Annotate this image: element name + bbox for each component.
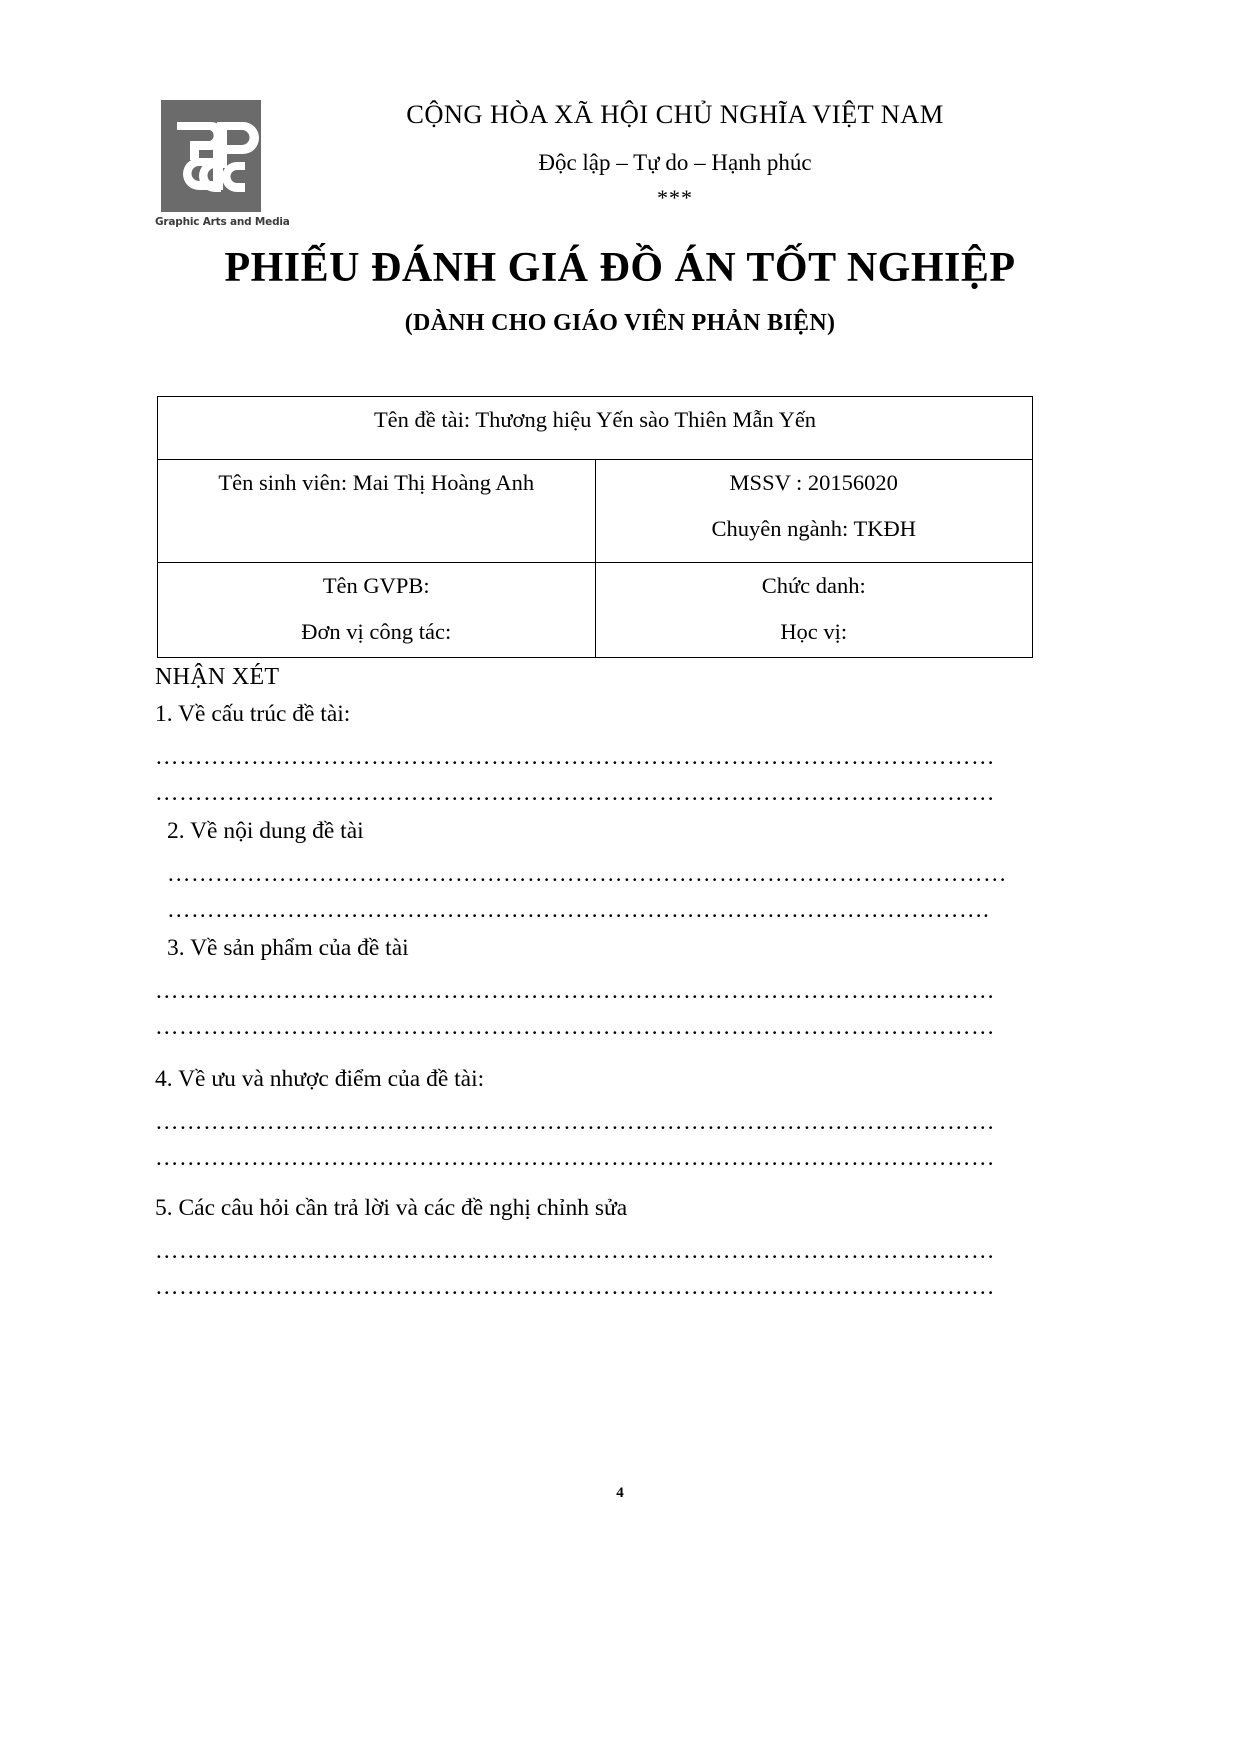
table-row-reviewer [158, 563, 1033, 658]
page-number: 4 [616, 1485, 624, 1501]
national-motto: Độc lập – Tự do – Hạnh phúc [538, 150, 812, 176]
student-info-table [157, 396, 1033, 658]
fill-line-3b[interactable]: …………………………………………………………………………………………… [155, 1016, 995, 1041]
country-name: CỘNG HÒA XÃ HỘI CHỦ NGHĨA VIỆT NAM [406, 99, 944, 129]
fill-line-2a[interactable]: …………………………………………………………………………………………… [167, 863, 1007, 888]
fill-line-4b[interactable]: …………………………………………………………………………………………… [155, 1147, 995, 1172]
fill-line-2b[interactable]: …………………………………………………………………………………………. [167, 899, 990, 924]
graphic-arts-and-media-logo-icon [161, 100, 261, 212]
fill-line-5a[interactable]: …………………………………………………………………………………………… [155, 1240, 995, 1265]
student-id-text: MSSV : 20156020 [729, 470, 898, 495]
remark-item-2: 2. Về nội dung đề tài [167, 818, 364, 845]
reviewer-name-text: Tên GVPB: [322, 573, 430, 598]
reviewer-title-text: Chức danh: [761, 573, 866, 598]
logo-caption: Graphic Arts and Media [155, 216, 290, 228]
table-row-topic [158, 397, 1033, 460]
topic-cell: Tên đề tài: Thương hiệu Yến sào Thiên Mẫn Yến [158, 397, 1033, 460]
remarks-heading: NHẬN XÉT [155, 664, 280, 690]
fill-line-3a[interactable]: …………………………………………………………………………………………… [155, 980, 995, 1005]
logo-block [155, 100, 290, 228]
remark-item-1: 1. Về cấu trúc đề tài: [155, 701, 351, 727]
stars-separator: *** [657, 185, 693, 211]
workplace-text: Đơn vị công tác: [301, 619, 452, 644]
national-heading [295, 100, 1055, 209]
student-id-major-cell [595, 460, 1033, 563]
document-header [155, 100, 1055, 250]
remark-item-5: 5. Các câu hỏi cần trả lời và các đề nghị chỉnh sửa [155, 1195, 628, 1222]
remark-item-3: 3. Về sản phẩm của đề tài [167, 935, 409, 962]
student-name-cell: Tên sinh viên: Mai Thị Hoàng Anh [158, 460, 596, 563]
remarks-section [155, 664, 1085, 1302]
page-title: PHIẾU ĐÁNH GIÁ ĐỒ ÁN TỐT NGHIỆP [224, 245, 1016, 291]
reviewer-name-cell [158, 563, 596, 658]
fill-line-1a[interactable]: …………………………………………………………………………………………… [155, 746, 995, 771]
page-subtitle: (DÀNH CHO GIÁO VIÊN PHẢN BIỆN) [404, 310, 836, 336]
fill-line-4a[interactable]: …………………………………………………………………………………………… [155, 1111, 995, 1136]
degree-text: Học vị: [780, 619, 848, 644]
reviewer-title-cell [595, 563, 1033, 658]
remark-item-4: 4. Về ưu và nhược điểm của đề tài: [155, 1066, 485, 1093]
table-row-student [158, 460, 1033, 563]
major-text: Chuyên ngành: TKĐH [711, 516, 917, 541]
fill-line-1b[interactable]: …………………………………………………………………………………………… [155, 782, 995, 807]
fill-line-5b[interactable]: …………………………………………………………………………………………… [155, 1276, 995, 1301]
